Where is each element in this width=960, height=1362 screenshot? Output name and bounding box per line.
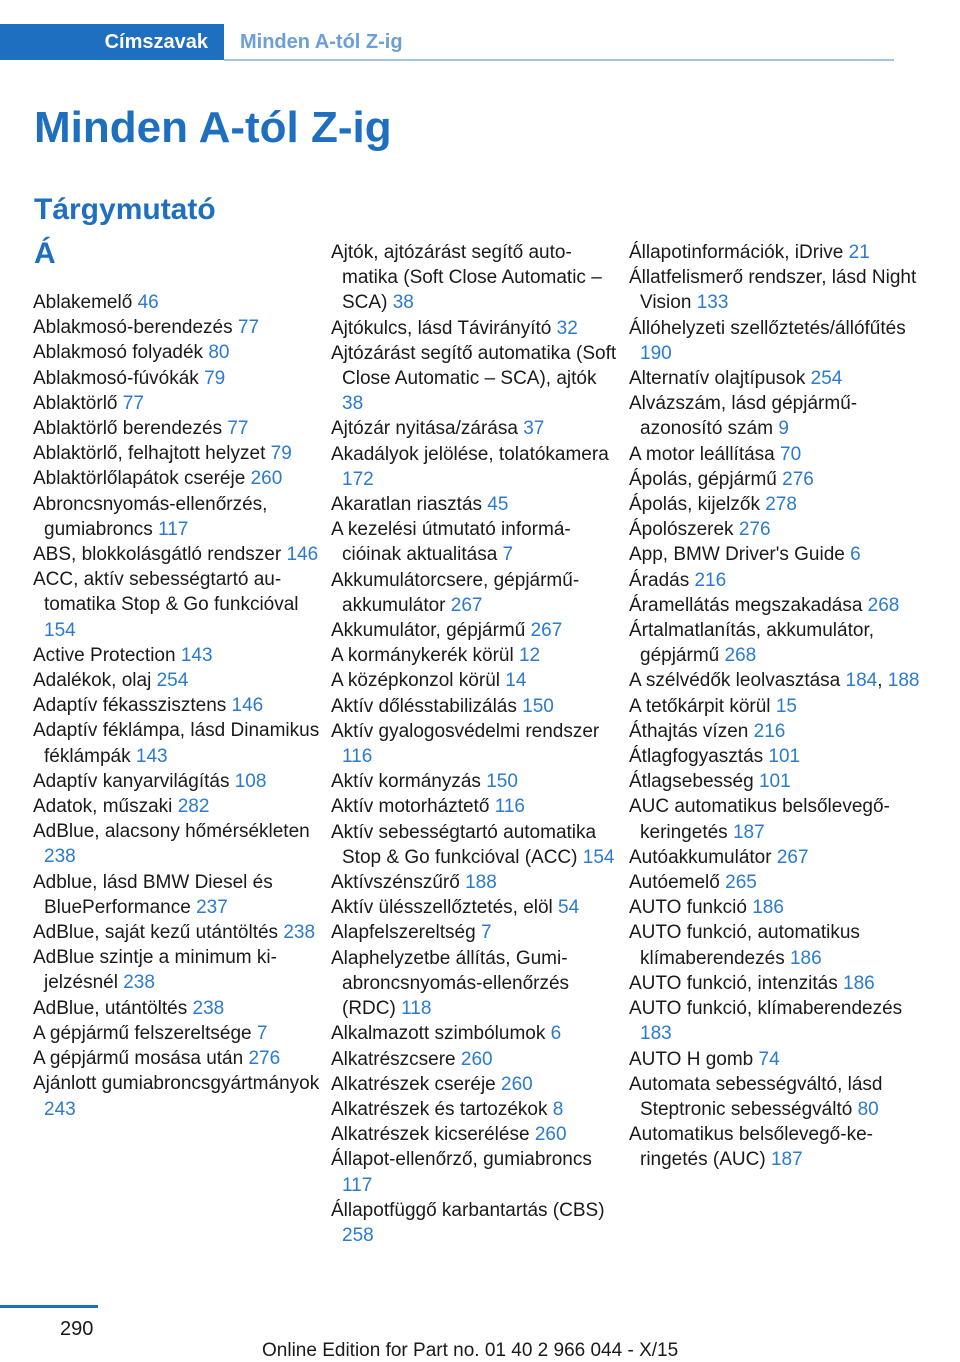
index-entry bbox=[629, 996, 929, 1046]
page-reference-link[interactable]: 238 bbox=[283, 922, 316, 944]
index-term: AUTO H gomb bbox=[629, 1048, 754, 1070]
index-term: Akkumulátorcsere, gépjármű-akkumulátor bbox=[331, 569, 580, 616]
page-reference-link[interactable]: 238 bbox=[192, 997, 225, 1019]
page-reference-link[interactable]: 150 bbox=[522, 695, 554, 717]
page-reference-link[interactable]: 188 bbox=[465, 872, 497, 894]
page-reference-link[interactable]: 282 bbox=[177, 796, 210, 818]
index-term: Aktív motorháztető bbox=[331, 796, 490, 818]
index-entry bbox=[33, 492, 323, 542]
index-term: AdBlue, saját kezű utántöltés bbox=[33, 922, 279, 944]
index-term: Ápolás, kijelzők bbox=[629, 494, 760, 516]
page-reference-link[interactable]: 268 bbox=[867, 594, 900, 616]
page-reference-link[interactable]: 260 bbox=[501, 1073, 533, 1095]
page-reference-link[interactable]: 38 bbox=[342, 393, 364, 415]
index-entry bbox=[33, 769, 323, 794]
index-entry bbox=[629, 240, 929, 265]
index-term: ACC, aktív sebességtartó automatika Stop & Go funkcióval bbox=[33, 569, 299, 616]
index-column-2 bbox=[331, 240, 621, 1248]
page-reference-link[interactable]: 15 bbox=[775, 695, 797, 717]
page-reference-link[interactable]: 7 bbox=[480, 922, 492, 944]
index-term: AUC automatikus belsőlevegő-keringetés bbox=[629, 796, 890, 843]
chapter-header bbox=[0, 24, 894, 62]
index-term: Adalékok, olaj bbox=[33, 670, 152, 692]
index-term: Aktív dőlésstabilizálás bbox=[331, 695, 517, 717]
index-entry bbox=[33, 391, 323, 416]
index-entry bbox=[33, 441, 323, 466]
section-title: Tárgymutató bbox=[34, 193, 216, 226]
page-reference-link[interactable]: 183 bbox=[640, 1023, 672, 1045]
index-entry bbox=[629, 265, 929, 315]
index-entry bbox=[629, 694, 929, 719]
index-entry bbox=[629, 492, 929, 517]
index-entry bbox=[629, 1072, 929, 1122]
index-term: Állatfelismerő rendszer, lásd Night Vision bbox=[629, 267, 917, 314]
page-reference-link[interactable]: 80 bbox=[208, 342, 230, 364]
page-reference-link[interactable]: 172 bbox=[342, 468, 374, 490]
index-entry bbox=[331, 568, 621, 618]
page-reference-link[interactable]: 260 bbox=[534, 1124, 567, 1146]
page-reference-link[interactable]: 6 bbox=[550, 1023, 562, 1045]
index-entry bbox=[331, 492, 621, 517]
index-term: Alaphelyzetbe állítás, Gumiabroncsnyomás-ellenőrzés (RDC) bbox=[331, 947, 570, 1020]
page-reference-link[interactable]: 108 bbox=[234, 770, 267, 792]
index-term: Akkumulátor, gépjármű bbox=[331, 620, 526, 642]
page-reference-link[interactable]: 46 bbox=[137, 292, 159, 313]
index-entry bbox=[331, 517, 621, 567]
index-term: Ablakmosó-fúvókák bbox=[33, 367, 199, 389]
index-term: Áramellátás megszakadása bbox=[629, 594, 863, 616]
page-reference-link[interactable]: 238 bbox=[44, 846, 76, 868]
index-entry bbox=[331, 1047, 621, 1072]
index-term: Állóhelyzeti szellőztetés/állófűtés bbox=[629, 317, 906, 339]
page-reference-link[interactable]: 77 bbox=[122, 392, 144, 414]
index-term: A tetőkárpit körül bbox=[629, 695, 771, 717]
index-term: Állapotinformációk, iDrive bbox=[629, 242, 844, 263]
index-term: Aktív sebességtartó automatika Stop & Go funkcióval (ACC) bbox=[331, 821, 597, 868]
index-term: A kezelési útmutató információinak aktualitása bbox=[331, 519, 571, 566]
page-reference-link[interactable]: 117 bbox=[158, 518, 189, 540]
index-term: Aktív kormányzás bbox=[331, 771, 481, 793]
index-column-3 bbox=[629, 240, 929, 1173]
page-reference-link[interactable]: 116 bbox=[342, 746, 373, 768]
page-reference-link[interactable]: 154 bbox=[44, 619, 76, 641]
index-term: Ablakmosó-berendezés bbox=[33, 317, 233, 339]
index-entry bbox=[331, 240, 621, 316]
index-entry bbox=[331, 442, 621, 492]
index-term: Aktívszénszűrő bbox=[331, 872, 460, 894]
page-reference-link[interactable]: 37 bbox=[523, 418, 545, 440]
index-entry bbox=[331, 895, 621, 920]
index-term: A középkonzol körül bbox=[331, 670, 500, 692]
page-reference-link[interactable]: 190 bbox=[640, 342, 672, 364]
page-reference-link[interactable]: 276 bbox=[738, 519, 771, 541]
tab-minden-a-z[interactable]: Minden A-tól Z-ig bbox=[240, 31, 403, 53]
index-entry bbox=[629, 618, 929, 668]
page-reference-link[interactable]: 143 bbox=[135, 745, 168, 767]
page-title: Minden A-tól Z-ig bbox=[34, 103, 392, 152]
index-entry bbox=[629, 1047, 929, 1072]
index-entry bbox=[629, 920, 929, 970]
index-term: AUTO funkció, intenzitás bbox=[629, 972, 838, 994]
index-entry bbox=[629, 568, 929, 593]
page-reference-link[interactable]: 186 bbox=[752, 897, 784, 919]
index-entry bbox=[33, 416, 323, 441]
index-entry bbox=[629, 971, 929, 996]
page-reference-link[interactable]: 14 bbox=[505, 670, 527, 692]
index-term: Alkatrészek cseréje bbox=[331, 1073, 496, 1095]
page-reference-link[interactable]: 258 bbox=[342, 1224, 374, 1246]
page-reference-link[interactable]: 80 bbox=[857, 1098, 879, 1120]
page-reference-link[interactable]: 267 bbox=[450, 594, 483, 616]
index-entry bbox=[33, 870, 323, 920]
index-entry bbox=[331, 341, 621, 417]
page-reference-link[interactable]: 116 bbox=[494, 796, 525, 818]
index-term: AdBlue, utántöltés bbox=[33, 997, 188, 1019]
page-reference-link[interactable]: 146 bbox=[286, 544, 319, 566]
page-reference-link[interactable]: 54 bbox=[558, 897, 580, 919]
page-reference-link[interactable]: 118 bbox=[401, 998, 432, 1020]
index-entry bbox=[33, 996, 323, 1021]
page-reference-link[interactable]: 216 bbox=[753, 720, 786, 742]
index-entry bbox=[331, 1122, 621, 1147]
page-reference-link[interactable]: 12 bbox=[518, 645, 541, 667]
index-term: Ápolás, gépjármű bbox=[629, 468, 777, 490]
page-reference-link[interactable]: 216 bbox=[694, 569, 727, 591]
index-term: Active Protection bbox=[33, 644, 176, 666]
index-entry bbox=[331, 416, 621, 441]
index-term: Ablaktörlő, felhajtott helyzet bbox=[33, 443, 266, 465]
index-term: Alvázszám, lásd gépjármű-azonosító szám bbox=[629, 393, 858, 440]
index-entry bbox=[331, 719, 621, 769]
index-entry bbox=[629, 316, 929, 366]
index-term: Ablakemelő bbox=[33, 292, 133, 313]
page-reference-link[interactable]: 21 bbox=[848, 242, 870, 263]
index-entry bbox=[331, 1147, 621, 1197]
index-term: Adaptív kanyarvilágítás bbox=[33, 770, 230, 792]
index-entry bbox=[331, 920, 621, 945]
index-term: Ablaktörlő bbox=[33, 392, 118, 414]
index-entry bbox=[331, 1198, 621, 1248]
page-reference-link[interactable]: 154 bbox=[582, 846, 615, 868]
index-term: A kormánykerék körül bbox=[331, 645, 514, 667]
index-term: Automatikus belsőlevegő-keringetés (AUC) bbox=[629, 1124, 873, 1171]
index-entry bbox=[33, 340, 323, 365]
index-entry bbox=[33, 1046, 323, 1071]
index-term: AdBlue, alacsony hőmérsékleten bbox=[33, 821, 310, 843]
index-term: Ablakmosó folyadék bbox=[33, 342, 204, 364]
index-entry bbox=[629, 467, 929, 492]
index-term: Ápolószerek bbox=[629, 519, 734, 541]
page-number: 290 bbox=[60, 1318, 94, 1340]
page-reference-link[interactable]: 186 bbox=[789, 947, 822, 969]
page-reference-link[interactable]: 268 bbox=[724, 645, 757, 667]
index-term: Ajánlott gumiabroncsgyártmányok bbox=[33, 1073, 320, 1095]
page-reference-link[interactable]: 79 bbox=[270, 443, 292, 465]
index-entry bbox=[331, 643, 621, 668]
index-entry bbox=[629, 769, 929, 794]
index-term: Állapot-ellenőrző, gumiabroncs bbox=[331, 1149, 592, 1171]
index-term: A gépjármű mosása után bbox=[33, 1048, 244, 1070]
page-reference-link[interactable]: 45 bbox=[487, 494, 509, 516]
page-reference-link[interactable]: 70 bbox=[780, 443, 802, 465]
index-entry bbox=[33, 567, 323, 643]
index-entry bbox=[33, 668, 323, 693]
index-entry bbox=[331, 1021, 621, 1046]
index-entry: A szélvédők leolvasztása 184, 188 bbox=[629, 670, 920, 692]
index-entry bbox=[33, 466, 323, 491]
index-entry bbox=[33, 945, 323, 995]
index-term: Adblue, lásd BMW Diesel és BluePerformance bbox=[33, 871, 273, 918]
index-entry bbox=[331, 870, 621, 895]
page-reference-link[interactable]: 238 bbox=[123, 972, 155, 994]
page-reference-link[interactable]: 143 bbox=[180, 644, 213, 666]
page-reference-link[interactable]: 243 bbox=[44, 1098, 76, 1120]
index-term: Áthajtás vízen bbox=[629, 720, 749, 742]
index-entry bbox=[629, 794, 929, 844]
index-term: A szélvédők leolvasztása bbox=[629, 670, 841, 692]
page-reference-link[interactable]: 184 bbox=[845, 670, 878, 692]
index-term: Adaptív féklámpa, lásd Dinamikus féklámpák bbox=[33, 720, 320, 767]
index-entry bbox=[331, 618, 621, 643]
index-term: Automata sebességváltó, lásd Steptronic sebességváltó bbox=[629, 1073, 883, 1120]
index-term: Alternatív olajtípusok bbox=[629, 368, 806, 390]
page-reference-link[interactable]: 79 bbox=[204, 367, 226, 389]
page-reference-link[interactable]: 265 bbox=[725, 872, 757, 894]
page-reference-link[interactable]: 267 bbox=[530, 620, 563, 642]
page-reference-link[interactable]: 133 bbox=[696, 292, 729, 314]
index-entry bbox=[33, 643, 323, 668]
index-entry bbox=[629, 442, 929, 467]
page-reference-link[interactable]: 32 bbox=[556, 317, 578, 339]
page-reference-link[interactable]: 276 bbox=[782, 468, 814, 490]
tab-cimszavak[interactable]: Címszavak bbox=[0, 24, 224, 60]
index-term: Ajtók, ajtózárást segítő automatika (Soft Close Automatic – SCA) bbox=[331, 242, 602, 314]
page-reference-link[interactable]: 254 bbox=[156, 670, 189, 692]
index-entry bbox=[331, 794, 621, 819]
index-term: Alkatrészek kicserélése bbox=[331, 1124, 530, 1146]
index-column-1 bbox=[33, 290, 323, 1122]
index-entry bbox=[33, 819, 323, 869]
index-term: Aktív gyalogosvédelmi rendszer bbox=[331, 720, 600, 742]
index-entry bbox=[33, 1021, 323, 1046]
index-entry bbox=[331, 820, 621, 870]
page-reference-link[interactable]: 187 bbox=[770, 1149, 803, 1171]
page-reference-link[interactable]: 260 bbox=[250, 468, 283, 490]
page-reference-link[interactable]: 101 bbox=[768, 746, 801, 768]
index-term: Alkatrészcsere bbox=[331, 1048, 456, 1070]
index-term: Ajtózár nyitása/zárása bbox=[331, 418, 518, 440]
index-term: Autóakkumulátor bbox=[629, 846, 772, 868]
page-reference-link[interactable]: 276 bbox=[248, 1048, 281, 1070]
index-term: Aktív ülésszellőztetés, elöl bbox=[331, 897, 553, 919]
index-entry bbox=[629, 895, 929, 920]
index-entry bbox=[629, 391, 929, 441]
index-entry bbox=[33, 366, 323, 391]
index-term: App, BMW Driver's Guide bbox=[629, 544, 845, 566]
index-term: AdBlue szintje a minimum kijelzésnél bbox=[33, 947, 277, 994]
page-reference-link[interactable]: 187 bbox=[732, 821, 765, 843]
page-reference-link[interactable]: 267 bbox=[776, 846, 809, 868]
page-reference-link[interactable]: 237 bbox=[196, 896, 228, 918]
page-reference-link[interactable]: 7 bbox=[502, 544, 514, 566]
index-entry bbox=[331, 1072, 621, 1097]
index-term: Áradás bbox=[629, 569, 690, 591]
index-entry bbox=[629, 542, 929, 567]
index-entry bbox=[331, 946, 621, 1022]
index-term: Alapfelszereltség bbox=[331, 922, 476, 944]
index-entry bbox=[33, 718, 323, 768]
page-reference-link[interactable]: 77 bbox=[237, 317, 260, 339]
page-reference-link[interactable]: 74 bbox=[758, 1048, 780, 1070]
index-term: ABS, blokkolásgátló rendszer bbox=[33, 544, 282, 566]
index-term: Akadályok jelölése, tolatókamera bbox=[331, 443, 609, 465]
index-term: Állapotfüggő karbantartás (CBS) bbox=[331, 1199, 605, 1221]
index-entry bbox=[33, 794, 323, 819]
index-term: Akaratlan riasztás bbox=[331, 494, 483, 516]
index-entry bbox=[629, 719, 929, 744]
index-entry bbox=[331, 316, 621, 341]
index-entry bbox=[629, 870, 929, 895]
footer-divider bbox=[0, 1305, 98, 1308]
index-term: Autóemelő bbox=[629, 872, 720, 894]
index-term: AUTO funkció, klímaberendezés bbox=[629, 998, 903, 1020]
index-term: AUTO funkció bbox=[629, 897, 747, 919]
page-reference-link[interactable]: 188 bbox=[887, 670, 920, 692]
page-reference-link[interactable]: 8 bbox=[552, 1098, 564, 1120]
header-divider bbox=[224, 59, 894, 61]
index-term: Abroncsnyomás-ellenőrzés, gumiabroncs bbox=[33, 493, 268, 540]
index-term: Ártalmatlanítás, akkumulátor, gépjármű bbox=[629, 620, 874, 667]
index-term: Ablaktörlő berendezés bbox=[33, 418, 223, 440]
page-reference-link[interactable]: 150 bbox=[486, 771, 518, 793]
index-entry bbox=[331, 769, 621, 794]
page-reference-link[interactable]: 186 bbox=[843, 972, 875, 994]
index-entry bbox=[33, 290, 323, 315]
index-term: A motor leállítása bbox=[629, 443, 775, 465]
page-reference-link[interactable]: 117 bbox=[342, 1174, 373, 1196]
edition-footer: Online Edition for Part no. 01 40 2 966 044 - X/15 bbox=[262, 1340, 679, 1361]
index-entry bbox=[33, 920, 323, 945]
index-term: Alkalmazott szimbólumok bbox=[331, 1023, 546, 1045]
index-entry bbox=[33, 542, 323, 567]
index-term: Adaptív fékasszisztens bbox=[33, 695, 227, 717]
index-entry bbox=[629, 1122, 929, 1172]
index-entry bbox=[33, 315, 323, 340]
page-reference-link[interactable]: 101 bbox=[758, 771, 791, 793]
index-term: Adatok, műszaki bbox=[33, 796, 173, 818]
index-term: Alkatrészek és tartozékok bbox=[331, 1098, 548, 1120]
index-term: AUTO funkció, automatikus klímaberendezés bbox=[629, 922, 860, 969]
letter-heading: Á bbox=[34, 237, 56, 270]
index-entry bbox=[331, 668, 621, 693]
index-term: Ajtókulcs, lásd Távirányító bbox=[331, 317, 552, 339]
page-reference-link[interactable]: 6 bbox=[850, 544, 861, 566]
index-entry bbox=[629, 744, 929, 769]
index-entry bbox=[33, 1071, 323, 1121]
index-term: A gépjármű felszereltsége bbox=[33, 1022, 252, 1044]
page-reference-link[interactable]: 146 bbox=[231, 695, 264, 717]
index-entry bbox=[331, 1097, 621, 1122]
index-entry bbox=[629, 845, 929, 870]
page-reference-link[interactable]: 9 bbox=[778, 418, 789, 440]
index-term: Átlagfogyasztás bbox=[629, 746, 764, 768]
page-reference-link[interactable]: 254 bbox=[810, 368, 843, 390]
page-reference-link[interactable]: 77 bbox=[227, 418, 249, 440]
index-term: Átlagsebesség bbox=[629, 771, 754, 793]
page-reference-link[interactable]: 278 bbox=[765, 494, 797, 516]
index-entry bbox=[629, 517, 929, 542]
page-reference-link[interactable]: 7 bbox=[256, 1022, 268, 1044]
index-term: Ajtózárást segítő automatika (Soft Close Automatic – SCA), ajtók bbox=[331, 342, 617, 390]
index-entry bbox=[331, 694, 621, 719]
index-entry bbox=[629, 366, 929, 391]
page-reference-link[interactable]: 260 bbox=[460, 1048, 493, 1070]
index-entry bbox=[629, 593, 929, 618]
index-term: Ablaktörlőlapátok cseréje bbox=[33, 468, 246, 490]
page-reference-link[interactable]: 38 bbox=[392, 292, 414, 314]
index-entry bbox=[33, 693, 323, 718]
